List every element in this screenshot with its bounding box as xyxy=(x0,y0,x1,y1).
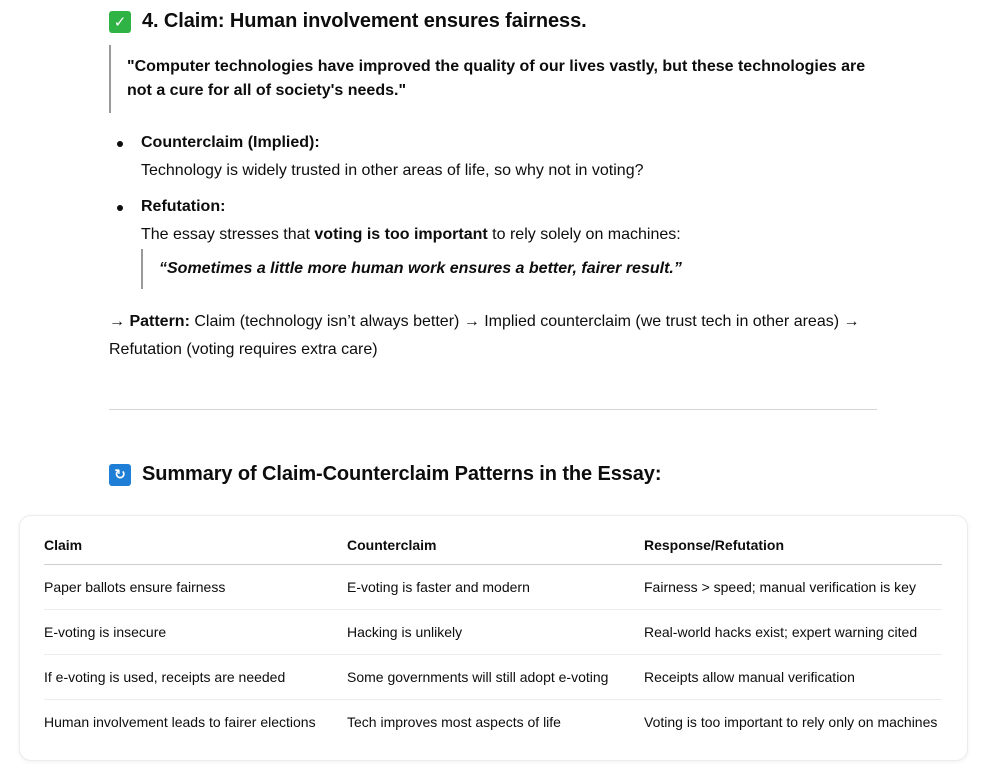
column-header-counterclaim: Counterclaim xyxy=(347,526,644,565)
bullet-title: Refutation: xyxy=(141,198,226,215)
bullet-text-bold: voting is too important xyxy=(314,226,488,243)
bullet-text-after: to rely solely on machines: xyxy=(487,226,681,243)
check-mark-icon: ✓ xyxy=(109,11,131,33)
pattern-label: Pattern: xyxy=(129,313,190,330)
table-cell: Some governments will still adopt e-voting xyxy=(347,655,644,700)
table-cell: Human involvement leads to fairer elections xyxy=(44,714,316,730)
pattern-paragraph xyxy=(109,308,869,364)
table-cell: E-voting is insecure xyxy=(44,610,347,655)
table-header-row xyxy=(44,526,942,565)
column-header-response: Response/Refutation xyxy=(644,526,942,565)
inner-quote-text: “Sometimes a little more human work ensures a better, fairer result.” xyxy=(159,260,682,277)
summary-heading xyxy=(109,463,661,486)
summary-table-card xyxy=(19,515,968,761)
table-cell: Tech improves most aspects of life xyxy=(347,714,561,730)
blockquote xyxy=(109,45,877,113)
quote-text: "Computer technologies have improved the quality of our lives vastly, but these technologies are not a cure for all of society's needs." xyxy=(127,58,866,99)
section-heading-text: 4. Claim: Human involvement ensures fairness. xyxy=(142,10,587,32)
column-header-claim: Claim xyxy=(44,526,347,565)
bullet-counterclaim xyxy=(141,131,644,183)
summary-heading-text: Summary of Claim-Counterclaim Patterns in the Essay: xyxy=(142,463,662,485)
divider xyxy=(109,409,877,410)
bullet-text: Technology is widely trusted in other areas of life, so why not in voting? xyxy=(141,162,644,179)
table-row xyxy=(44,610,942,655)
bullet-dot xyxy=(117,141,123,147)
table-cell: Fairness > speed; manual verification is key xyxy=(644,565,942,610)
counterclockwise-arrows-icon: ↻ xyxy=(109,464,131,486)
pattern-text: Claim (technology isn’t always better) → Implied counterclaim (we trust tech in other areas) → Refutation (voting requires extra care) xyxy=(109,313,860,358)
table-cell: Real-world hacks exist; expert warning cited xyxy=(644,610,942,655)
bullet-dot xyxy=(117,205,123,211)
bullet-text xyxy=(141,223,681,247)
table-cell: E-voting is faster and modern xyxy=(347,565,644,610)
section-heading xyxy=(109,10,587,33)
inner-blockquote xyxy=(141,249,779,289)
table-cell: Hacking is unlikely xyxy=(347,610,644,655)
table-cell: Receipts allow manual verification xyxy=(644,655,942,700)
pattern-arrow: → xyxy=(109,313,130,330)
bullet-title: Counterclaim (Implied): xyxy=(141,134,320,151)
summary-table xyxy=(44,526,942,744)
table-row xyxy=(44,565,942,610)
bullet-text-before: The essay stresses that xyxy=(141,226,315,243)
table-cell: Voting is too important to rely only on machines xyxy=(644,714,938,730)
table-row xyxy=(44,700,942,745)
table-row xyxy=(44,655,942,700)
bullet-refutation xyxy=(141,195,681,247)
table-cell: Paper ballots ensure fairness xyxy=(44,565,347,610)
table-cell: If e-voting is used, receipts are needed xyxy=(44,655,347,700)
